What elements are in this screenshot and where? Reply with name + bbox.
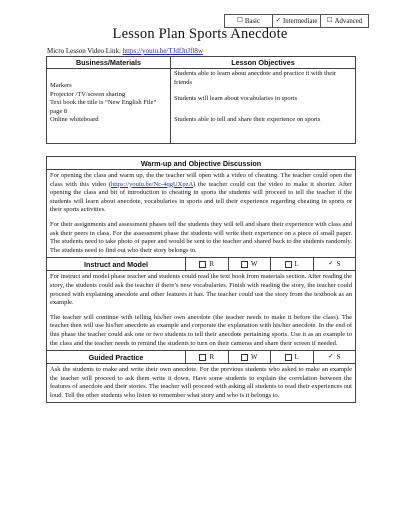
checkbox-icon bbox=[285, 354, 292, 361]
guided-header: Guided Practice bbox=[47, 351, 186, 363]
instruct-header: Instruct and Model bbox=[47, 258, 186, 270]
objectives-list bbox=[171, 69, 355, 143]
page-title: Lesson Plan Sports Anecdote bbox=[112, 26, 288, 42]
objective-item: Students able to learn about anecdote and practice it with their friends bbox=[174, 70, 337, 86]
video-link-prefix: Micro Lesson Video Link: bbox=[47, 47, 121, 55]
level-label: Intermediate bbox=[283, 17, 318, 25]
skill-speaking[interactable]: ✓ S bbox=[328, 352, 341, 361]
checkbox-icon bbox=[199, 354, 206, 361]
guided-header-row bbox=[47, 351, 355, 364]
skill-reading[interactable]: R bbox=[186, 351, 229, 363]
skill-listening[interactable]: L bbox=[271, 258, 314, 270]
video-link[interactable]: https://youtu.be/TJdfJnJfl8w bbox=[122, 47, 203, 55]
guided-paragraph: Ask the students to make and write their own anecdote. For the previous students who asked to make an example the teacher will proceed to ask them write it down. Have some students to explain the correlation between the features of anecdote and their stories. The teacher will proceed with asking all students to read their experiences out loud. Tell the other students who listen to remember what story and who is it belongs to. bbox=[50, 366, 352, 399]
skill-listening[interactable]: L bbox=[271, 351, 314, 363]
warmup-header: Warm-up and Objective Discussion bbox=[47, 157, 355, 170]
level-label: Basic bbox=[244, 17, 260, 25]
video-link-line bbox=[47, 47, 203, 55]
guided-body bbox=[47, 364, 355, 402]
checkbox-icon bbox=[285, 261, 292, 268]
skill-reading[interactable]: R bbox=[186, 258, 229, 270]
instruct-paragraph: The teacher will continue with telling his/her own anecdote (the teacher needs to make it before the class). The teacher then will use his/her anecdote as example and corporate the explanation with his/her anecdote. In the end of this phase the teacher could ask one or two students to tell their anecdote pertaining sports. Use it as an example to the class and the teacher needs to remind the students to turn on their cameras and share their screen if needed. bbox=[50, 313, 352, 347]
materials-objectives-table bbox=[46, 56, 356, 144]
checkbox-icon bbox=[241, 261, 248, 268]
materials-header: Business/Materials bbox=[47, 57, 171, 69]
objective-item: Students will learn about vocabularies in sports bbox=[174, 95, 298, 103]
material-item: Projector /TV/screen sharing bbox=[50, 90, 126, 98]
material-item: Markers bbox=[50, 82, 72, 89]
checkbox-icon: ☐ bbox=[326, 16, 333, 24]
warmup-body bbox=[47, 170, 355, 258]
instruct-body bbox=[47, 271, 355, 351]
instruct-header-row bbox=[47, 258, 355, 271]
skill-writing[interactable]: W bbox=[229, 351, 272, 363]
objectives-header: Lesson Objectives bbox=[231, 58, 295, 67]
skill-writing[interactable]: W bbox=[229, 258, 272, 270]
assessment-paragraph: For their assignments and assessment phases tell the students they will tell and share their experience with class and ask their peers in class. For the assessment phase the students will write their experience on a piece of small paper. The students need to take photo of paper and would be sent to the teacher and shared back to the students randomly. The students need to find out who their story belongs to. bbox=[50, 220, 352, 254]
objective-item: Students able to tell and share their experience on sports bbox=[174, 115, 321, 123]
check-icon: ✓ bbox=[275, 16, 282, 24]
level-label: Advanced bbox=[334, 17, 363, 25]
checkbox-icon: ☐ bbox=[237, 16, 243, 24]
check-icon: ✓ bbox=[328, 260, 334, 268]
checkbox-icon bbox=[199, 261, 206, 268]
warmup-paragraph: For opening the class and warm up, the the teacher will open with a video of cheating. The teacher could open the class with this video (https://youtu.be/Nc-4qgUXpzA) the teacher could cut the video to make it shorter. After opening the class and bit of introduction to cheating in sports the students will proceed to tell the teacher if the students will learn about anecdote, vocabularies in sports and tell their experience regarding cheating in sports or their sports activities. bbox=[50, 172, 352, 214]
materials-list bbox=[47, 69, 171, 143]
instruct-paragraph: For instruct and model phase teacher and students could read the text book from materials section. After reading the story, the students could ask the teacher if there’s new vocabularies. Finish with reading the story, the teacher could proceed with explaining anecdote and other features it has. The teacher could use the story from the textbook as an example. bbox=[50, 273, 352, 307]
material-item: Text book the title is “New English File” page 8 bbox=[50, 99, 157, 115]
lesson-phases-table bbox=[46, 156, 356, 403]
skill-speaking[interactable]: ✓ S bbox=[328, 260, 341, 268]
checkbox-icon bbox=[241, 354, 248, 361]
material-item: Online whiteboard bbox=[50, 116, 99, 124]
check-icon: ✓ bbox=[328, 352, 334, 360]
cheating-video-link[interactable]: https://youtu.be/Nc-4qgUXpzA bbox=[111, 180, 194, 188]
